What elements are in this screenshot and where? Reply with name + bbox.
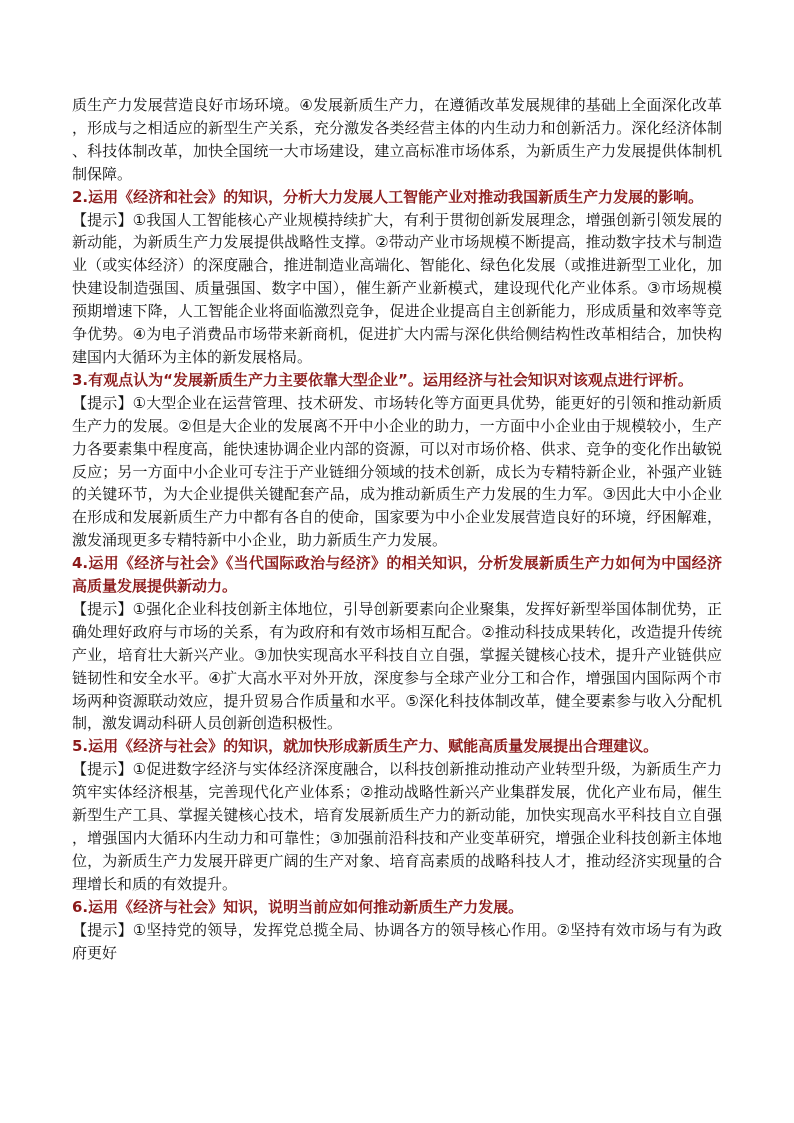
answer-text: ①促进数字经济与实体经济深度融合，以科技创新推动推动产业转型升级，为新质生产力筑牢实体经济根基，完善现代化产业体系；②推动战略性新兴产业集群发展，优化产业布局，催生新型生产工具、掌握关键核心技术，培育发展新质生产力的新动能，加快实现高水平科技自立自强，增强国内大循环内生动力和可靠性；③加强前沿科技和产业变革研究，增强企业科技创新主体地位，为新质生产力发展开辟更广阔的生产对象、培育高素质的战略科技人才，推动经济实现量的合理增长和质的有效提升。 <box>72 760 722 893</box>
answer-3 <box>72 392 722 552</box>
answer-text: ①我国人工智能核心产业规模持续扩大，有利于贯彻创新发展理念，增强创新引领发展的新动能，为新质生产力发展提供战略性支撑。②带动产业市场规模不断提高，推动数字技术与制造业（或实体经济）的深度融合，推进制造业高端化、智能化、绿色化发展（或推进新型工业化，加快建设制造强国、质量强国、数字中国），催生新产业新模式，建设现代化产业体系。③市场规模预期增速下降，人工智能企业将面临激烈竞争，促进企业提高自主创新能力，形成质量和效率等竞争优势。④为电子消费品市场带来新商机，促进扩大内需与深化供给侧结构性改革相结合，加快构建国内大循环为主体的新发展格局。 <box>72 210 722 366</box>
document-page <box>72 94 722 964</box>
answer-text: ①坚持党的领导，发挥党总揽全局、协调各方的领导核心作用。②坚持有效市场与有为政府更好 <box>72 920 722 962</box>
answer-5 <box>72 758 722 895</box>
question-4: 4.运用《经济与社会》《当代国际政治与经济》的相关知识，分析发展新质生产力如何为中国经济高质量发展提供新动力。 <box>72 554 722 596</box>
hint-tag: 【提示】 <box>72 393 133 412</box>
answer-4 <box>72 598 722 735</box>
answer-2 <box>72 209 722 369</box>
question-6: 6.运用《经济与社会》知识，说明当前应如何推动新质生产力发展。 <box>72 897 524 916</box>
hint-tag: 【提示】 <box>72 760 133 779</box>
question-2: 2.运用《经济和社会》的知识，分析大力发展人工智能产业对推动我国新质生产力发展的影响。 <box>72 187 704 206</box>
answer-text: ①大型企业在运营管理、技术研发、市场转化等方面更具优势，能更好的引领和推动新质生产力的发展。②但是大企业的发展离不开中小企业的助力，一方面中小企业由于规模较小，生产力各要素集中程度高，能快速协调企业内部的资源，可以对市场价格、供求、竞争的变化作出敏锐反应；另一方面中小企业可专注于产业链细分领域的技术创新，成长为专精特新企业，补强产业链的关键环节，为大企业提供关键配套产品，成为推动新质生产力发展的生力军。③因此大中小企业在形成和发展新质生产力中都有各自的使命，国家要为中小企业发展营造良好的环境，纾困解难，激发涌现更多专精特新中小企业，助力新质生产力发展。 <box>72 393 722 550</box>
hint-tag: 【提示】 <box>72 599 133 618</box>
question-3: 3.有观点认为“发展新质生产力主要依靠大型企业”。运用经济与社会知识对该观点进行评析。 <box>72 370 693 389</box>
answer-text: ①强化企业科技创新主体地位，引导创新要素向企业聚集，发挥好新型举国体制优势，正确处理好政府与市场的关系，有为政府和有效市场相互配合。②推动科技成果转化，改造提升传统产业，培育壮大新兴产业。③加快实现高水平科技自立自强，掌握关键核心技术，提升产业链供应链韧性和安全水平。④扩大高水平对外开放，深度参与全球产业分工和合作，增强国内国际两个市场两种资源联动效应，提升贸易合作质量和水平。⑤深化科技体制改革，健全要素参与收入分配机制，激发调动科研人员创新创造积极性。 <box>72 599 722 733</box>
answer-6 <box>72 919 722 965</box>
hint-tag: 【提示】 <box>72 920 133 939</box>
hint-tag: 【提示】 <box>72 210 133 229</box>
intro-paragraph: 质生产力发展营造良好市场环境。④发展新质生产力，在遵循改革发展规律的基础上全面深化改革，形成与之相适应的新型生产关系，充分激发各类经营主体的内生动力和创新活力。深化经济体制、科技体制改革，加快全国统一大市场建设，建立高标准市场体系，为新质生产力发展提供体制机制保障。 <box>72 96 722 183</box>
question-5: 5.运用《经济与社会》的知识，就加快形成新质生产力、赋能高质量发展提出合理建议。 <box>72 737 659 756</box>
